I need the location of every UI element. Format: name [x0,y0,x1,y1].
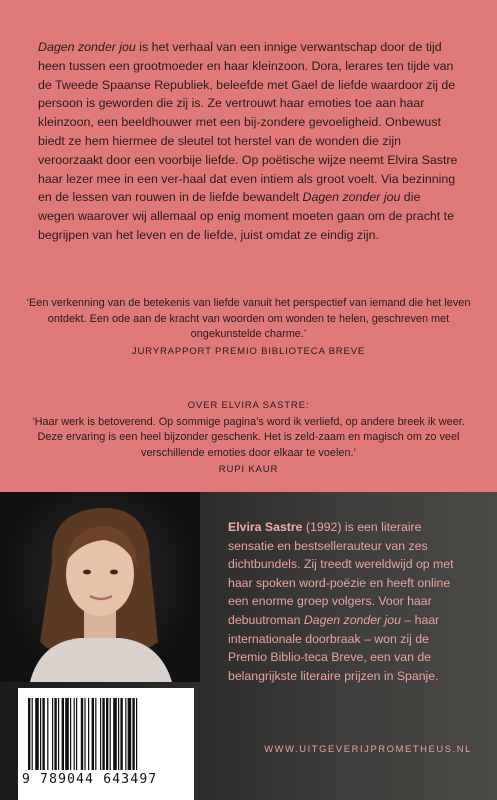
jury-quote [26,296,471,359]
debut-novel-title: Dagen zonder jou [303,612,401,627]
author-name: Elvira Sastre [228,520,303,534]
author-bio-part2: – haar internationale doorbraak – won zij de Premio Biblio-teca Breve, een van de belangrijkste literaire prijzen in Spanje. [228,612,440,683]
jury-quote-attribution: JURYRAPPORT PREMIO BIBLIOTECA BREVE [131,345,366,357]
author-bio-part1: (1992) is een literaire sensatie en bestsellerauteur van zes dichtbundels. Zij treedt wereldwijd op met haar spoken word-poëzie en heeft online een enorme groep volgers. Voor haar debuutroman [228,520,454,627]
publisher-website: WWW.UITGEVERIJPROMETHEUS.NL [264,743,472,754]
author-bio [228,518,468,685]
back-cover-bottom-panel [0,492,497,800]
isbn-number: 9 789044 643497 [22,772,158,787]
barcode [18,688,194,800]
jury-quote-text: ‘Een verkenning van de betekenis van liefde vanuit het perspectief van iemand die het leven ontdekt. Een ode aan de kracht van woorden om wonden te helen, geschreven met ongekunstelde charme.’ [26,297,471,341]
author-portrait-illustration [0,492,200,682]
book-title-italic: Dagen zonder jou [38,40,136,54]
author-quote-text: ‘Haar werk is betoverend. Op sommige pagina’s word ik verliefd, op andere breek ik weer. Deze ervaring is een heel bijzonder geschenk. Het is zeld-zaam en magisch om zo veel verschillende emoties door elkaar te voelen.’ [32,415,465,459]
barcode-bars [28,698,184,770]
book-blurb [38,38,460,245]
author-quote-attribution: RUPI KAUR [218,464,279,476]
author-quote [26,398,471,478]
author-quote-heading: OVER ELVIRA SASTRE: [187,400,310,411]
blurb-text-part1: is het verhaal van een innige verwantschap door de tijd heen tussen een grootmoeder en haar kleinzoon. Dora, lerares ten tijde van de Tweede Spaanse Republiek, beleefde met Gael de liefde waardoor zij de persoon is geworden die zij is. Ze vertrouwt haar emoties toe aan haar kleinzoon, een beeldhouwer met een bij-zondere gevoeligheid. Onbewust biedt ze hem hiermee de sleutel tot herstel van de wonden die zijn veroorzaakt door een voorbije liefde. Op poëtische wijze neemt Elvira Sastre haar lezer mee in een ver-haal dat even intiem als groot voelt. Via bezinning en de lessen van rouwen in de liefde bewandelt [38,40,458,205]
blurb-text-part2: die wegen waarover wij allemaal op enig moment moeten gaan om de pracht te begrijpen van het leven en de liefde, juist omdat ze eindig zijn. [38,190,455,242]
book-title-italic-2: Dagen zonder jou [302,190,401,205]
author-photo [0,492,200,682]
